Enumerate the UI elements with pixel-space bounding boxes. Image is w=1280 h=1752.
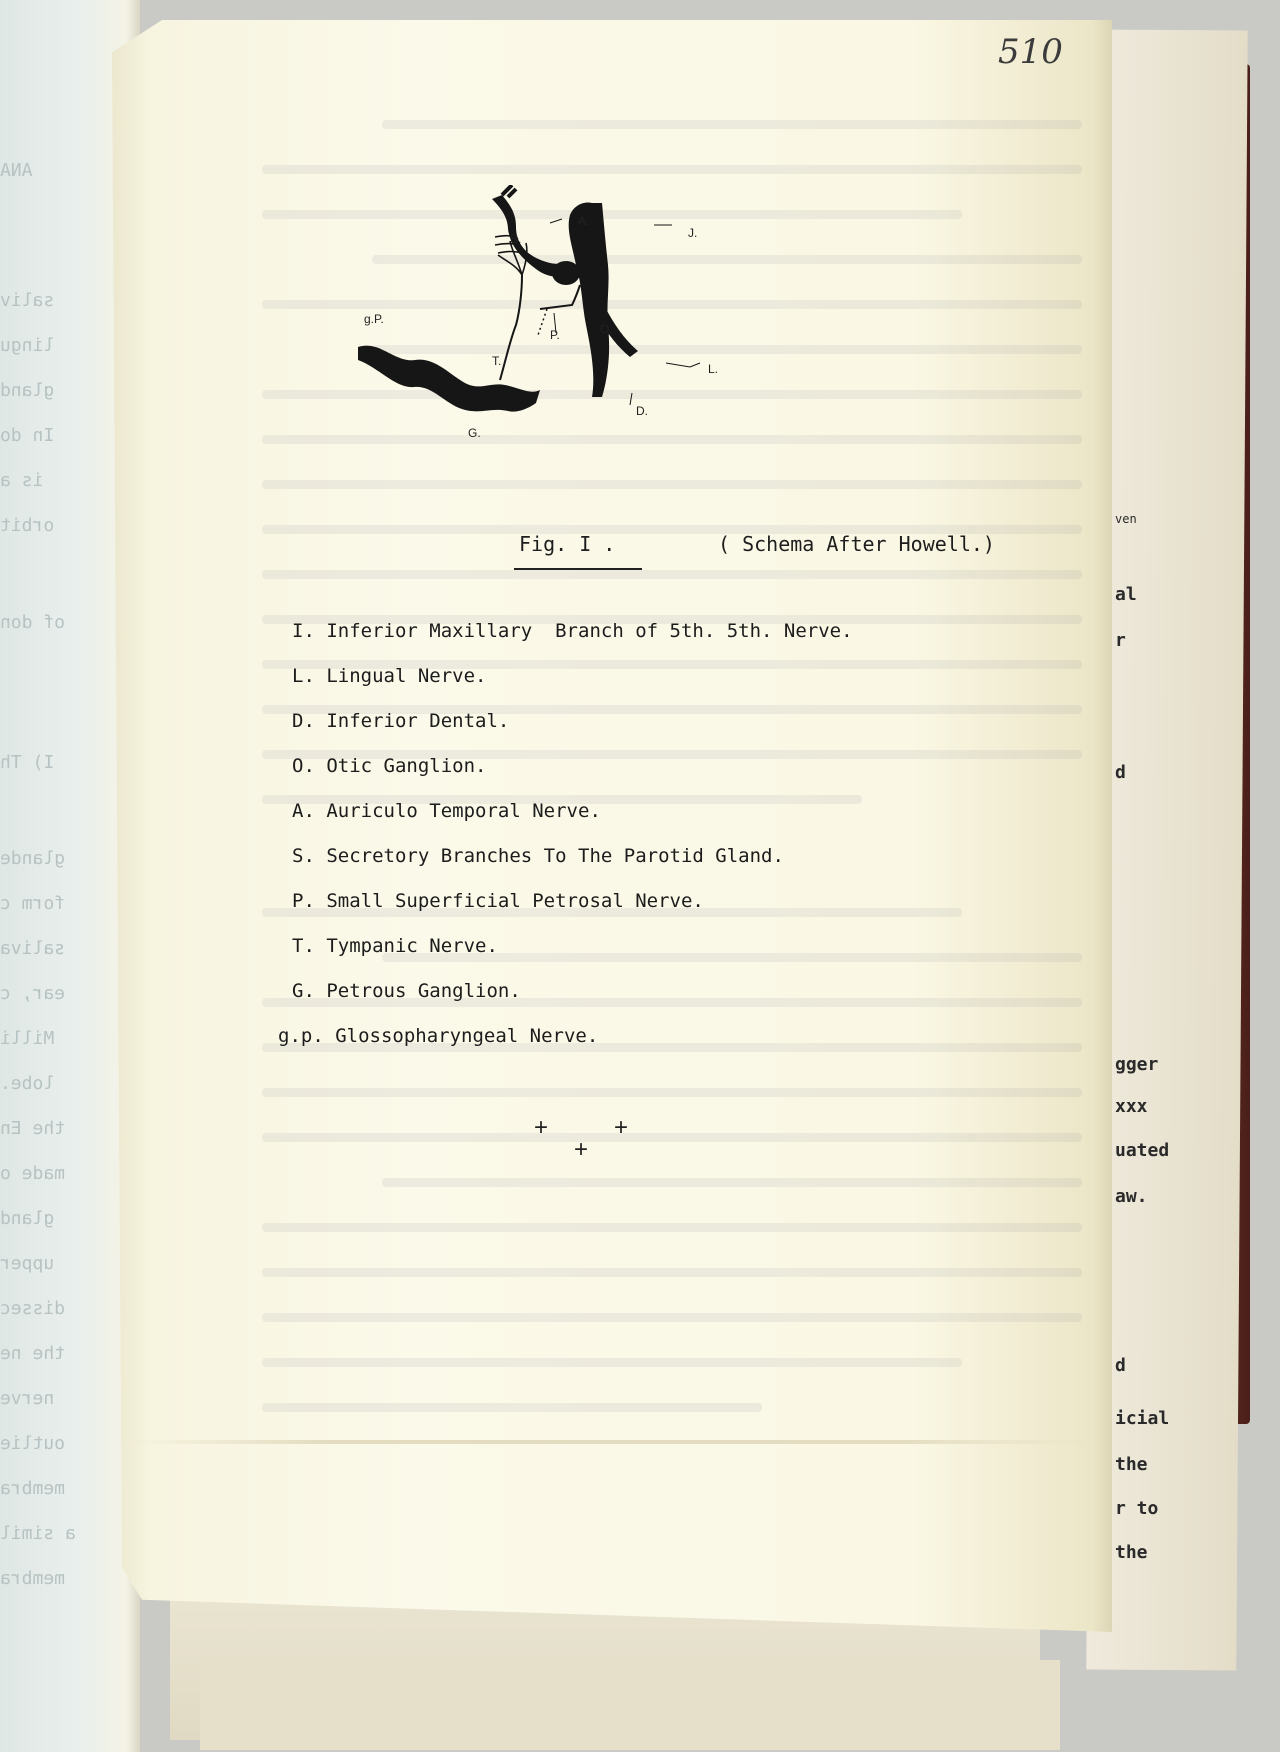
left-margin-fragment: a simil xyxy=(0,1523,76,1544)
legend-text: Small Superficial Petrosal Nerve. xyxy=(326,890,704,912)
legend-item xyxy=(292,845,784,867)
right-margin-fragment: d xyxy=(1115,762,1126,783)
legend-item xyxy=(292,890,704,912)
left-margin-fragment: ANA xyxy=(0,160,33,181)
tympanic-nerve-shape xyxy=(500,275,522,380)
left-margin-fragment: gland xyxy=(0,380,55,401)
end-mark: + xyxy=(574,1136,589,1163)
bleed-through-line xyxy=(382,120,1082,129)
bleed-through-line xyxy=(262,1403,762,1412)
legend-text: Inferior Maxillary Branch of 5th. 5th. Nerve. xyxy=(326,620,853,642)
right-margin-fragment: gger xyxy=(1115,1054,1159,1075)
legend-abbr: g.p. xyxy=(278,1025,324,1047)
left-margin-fragment: saliva xyxy=(0,938,66,959)
left-margin-fragment: In do xyxy=(0,425,55,446)
bleed-through-line xyxy=(262,165,1082,174)
legend-text: Otic Ganglion. xyxy=(326,755,487,777)
right-margin-fragment: ven xyxy=(1115,512,1137,526)
left-margin-fragment: nerve xyxy=(0,1388,55,1409)
right-margin-fragment: aw. xyxy=(1115,1186,1148,1207)
right-margin-fragment: d xyxy=(1115,1355,1126,1376)
left-margin-fragment: is a xyxy=(0,470,44,491)
right-margin-fragment: r to xyxy=(1115,1498,1159,1519)
bleed-through-line xyxy=(262,1088,1082,1097)
label-p: P. xyxy=(550,328,560,342)
label-t: T. xyxy=(492,354,502,368)
left-margin-fragment: membra xyxy=(0,1478,66,1499)
legend-abbr: D. xyxy=(292,710,315,732)
label-o: O. xyxy=(600,322,613,336)
underlying-sheet-bottom xyxy=(200,1660,1060,1750)
right-margin-fragment: xxx xyxy=(1115,1096,1148,1117)
legend-abbr: P. xyxy=(292,890,315,912)
bleed-through-line xyxy=(262,480,1082,489)
left-margin-fragment: saliv xyxy=(0,290,55,311)
label-s: S. xyxy=(510,232,522,246)
legend-abbr: I. xyxy=(292,620,315,642)
label-gp: g.P. xyxy=(364,312,384,326)
legend-text: Lingual Nerve. xyxy=(326,665,487,687)
right-margin-fragment: the xyxy=(1115,1454,1148,1475)
left-margin-fragment: upper xyxy=(0,1253,55,1274)
bleed-through-line xyxy=(262,1313,1082,1322)
right-margin-fragment: al xyxy=(1115,584,1137,605)
legend-abbr: A. xyxy=(292,800,315,822)
left-margin-fragment: lobe. xyxy=(0,1073,55,1094)
legend-item xyxy=(292,980,521,1002)
left-margin-fragment: ear, c xyxy=(0,983,66,1004)
legend-item xyxy=(292,800,601,822)
label-j: J. xyxy=(688,226,698,240)
left-margin-fragment: I) Th xyxy=(0,752,55,773)
page-number: 510 xyxy=(998,32,1063,72)
legend-item xyxy=(292,755,487,777)
left-margin-fragment: orbit xyxy=(0,515,55,536)
legend-item xyxy=(292,935,498,957)
petrosal-connection xyxy=(540,285,580,309)
page-fold xyxy=(132,1440,1092,1444)
left-margin-fragment: form c xyxy=(0,893,66,914)
otic-ganglion-shape xyxy=(552,261,580,285)
label-g: G. xyxy=(468,426,481,440)
right-margin-fragment: uated xyxy=(1115,1140,1170,1161)
bleed-through-line xyxy=(262,1223,1082,1232)
left-margin-fragment: membra xyxy=(0,1568,66,1589)
left-margin-fragment: the ne xyxy=(0,1343,66,1364)
end-mark: + xyxy=(534,1114,549,1141)
nerve-schema-diagram xyxy=(340,185,740,445)
left-margin-fragment: made o xyxy=(0,1163,66,1184)
label-l: L. xyxy=(708,362,719,376)
label-d: D. xyxy=(636,404,648,418)
auriculo-upper-tip xyxy=(502,185,516,197)
label-a: A. xyxy=(578,214,590,228)
legend-text: Auriculo Temporal Nerve. xyxy=(326,800,601,822)
right-margin-fragment: r xyxy=(1115,630,1126,651)
legend-text: Inferior Dental. xyxy=(326,710,510,732)
legend-abbr: T. xyxy=(292,935,315,957)
left-margin-fragment: Milli xyxy=(0,1028,55,1049)
legend-item xyxy=(292,665,487,687)
left-margin-fragment: outlie xyxy=(0,1433,66,1454)
figure-caption: Fig. I . xyxy=(519,532,616,556)
right-margin-fragment: the xyxy=(1115,1542,1148,1563)
end-mark: + xyxy=(614,1114,629,1141)
legend-item xyxy=(292,710,509,732)
right-margin-fragment: icial xyxy=(1115,1408,1170,1429)
left-margin-fragment: glande xyxy=(0,848,66,869)
bleed-through-line xyxy=(262,1268,1082,1277)
petrosal-dotted xyxy=(538,309,547,335)
glossopharyngeal-nerve-shape xyxy=(358,346,540,412)
nerve-branches xyxy=(498,241,527,275)
left-margin-fragment: of don xyxy=(0,612,66,633)
schema-caption: ( Schema After Howell.) xyxy=(718,532,995,556)
legend-text: Glossopharyngeal Nerve. xyxy=(335,1025,599,1047)
legend-abbr: G. xyxy=(292,980,315,1002)
legend-text: Secretory Branches To The Parotid Gland. xyxy=(326,845,784,867)
figure-caption-row xyxy=(0,532,1280,572)
bleed-through-line xyxy=(262,1358,962,1367)
legend-abbr: O. xyxy=(292,755,315,777)
legend-abbr: L. xyxy=(292,665,315,687)
bleed-through-line xyxy=(382,1178,1082,1187)
left-margin-fragment: dissec xyxy=(0,1298,66,1319)
legend-abbr: S. xyxy=(292,845,315,867)
bleed-through-line xyxy=(262,1133,1082,1142)
legend-item xyxy=(278,1025,598,1047)
left-margin-fragment: the En xyxy=(0,1118,66,1139)
legend-item xyxy=(292,620,853,642)
figure-caption-underline xyxy=(514,568,642,570)
left-margin-fragment: gland xyxy=(0,1208,55,1229)
legend-text: Tympanic Nerve. xyxy=(326,935,498,957)
legend-text: Petrous Ganglion. xyxy=(326,980,521,1002)
left-margin-fragment: lingu xyxy=(0,335,55,356)
